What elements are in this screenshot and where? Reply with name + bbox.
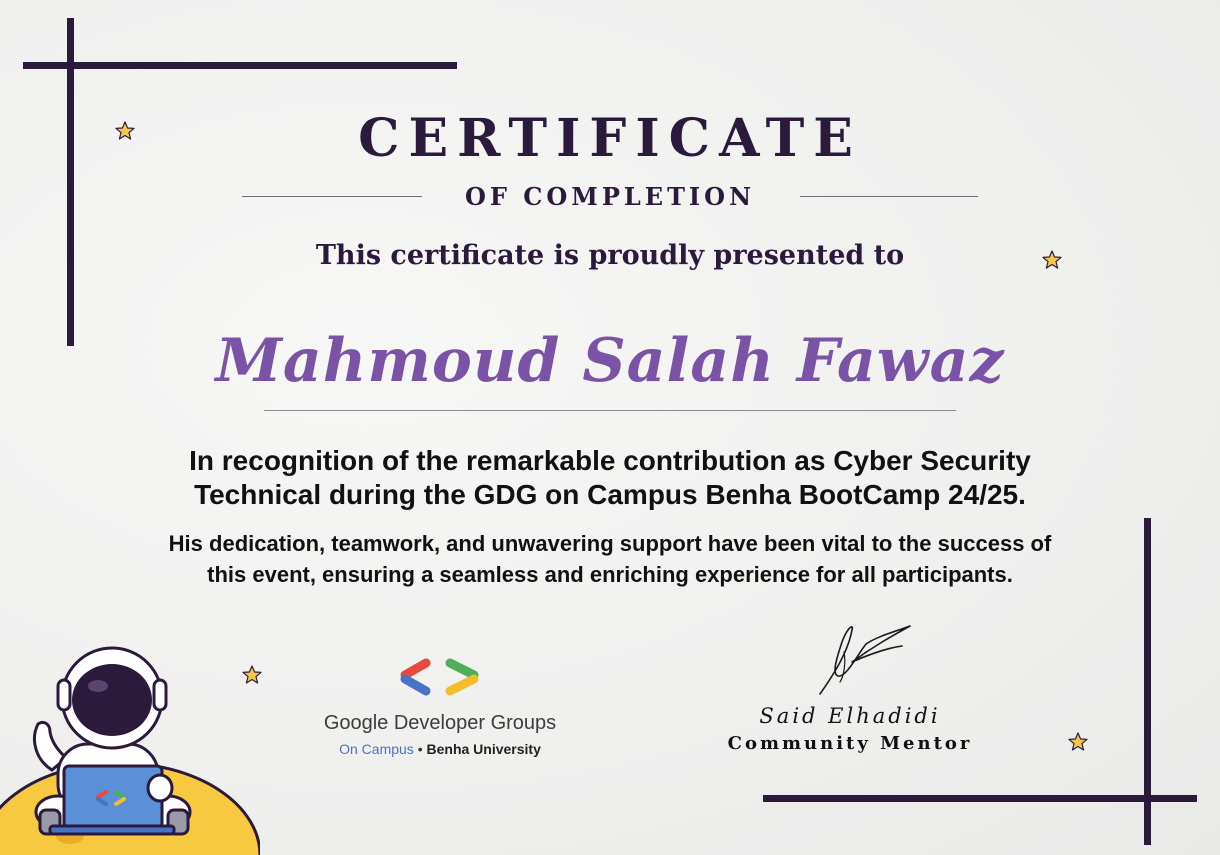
- subtitle-rule-right: [800, 196, 978, 197]
- frame-bottom-right-horizontal: [763, 795, 1197, 802]
- organization-name: Google Developer Groups: [323, 712, 557, 734]
- gdg-logo-icon: [398, 656, 484, 698]
- university-name: Benha University: [426, 741, 541, 757]
- signature-mark: [782, 622, 922, 702]
- dedication-line: His dedication, teamwork, and unwavering support have been vital to the success of: [168, 531, 1052, 556]
- frame-top-left-horizontal: [23, 62, 457, 69]
- certificate-subtitle: OF COMPLETION: [464, 182, 756, 211]
- star-icon: [1068, 732, 1088, 752]
- recognition-text: [0, 444, 1220, 512]
- dedication-text: [0, 528, 1220, 590]
- astronaut-illustration: [0, 640, 260, 855]
- recipient-underline: [264, 410, 956, 411]
- dedication-line: this event, ensuring a seamless and enriching experience for all participants.: [207, 562, 1013, 587]
- recipient-name: Mahmoud Salah Fawaz: [215, 326, 1005, 396]
- recognition-line: Technical during the GDG on Campus Benha BootCamp 24/25.: [194, 479, 1026, 510]
- campus-label: On Campus: [339, 741, 414, 757]
- organization-campus-line: [300, 741, 580, 757]
- signatory-role: Community Mentor: [727, 733, 973, 754]
- certificate-title: CERTIFICATE: [358, 108, 862, 169]
- signatory-name: Said Elhadidi: [759, 704, 941, 728]
- recognition-line: In recognition of the remarkable contribution as Cyber Security: [189, 445, 1031, 476]
- separator-dot: •: [417, 741, 423, 757]
- presented-to-line: This certificate is proudly presented to: [315, 240, 905, 271]
